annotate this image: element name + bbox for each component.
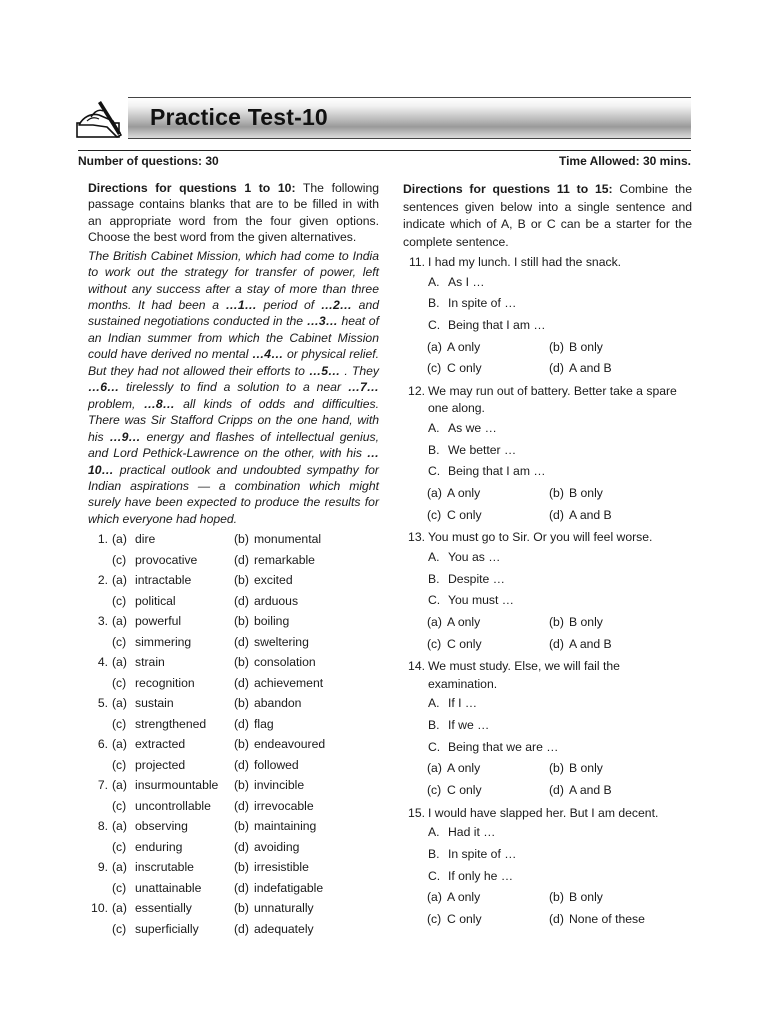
option-text: indefatigable <box>254 880 324 895</box>
passage-text: period of <box>256 297 321 312</box>
option-label: (a) <box>112 819 127 834</box>
passage <box>88 248 379 528</box>
option-label: (c) <box>112 839 127 854</box>
option-label: (b) <box>549 890 564 905</box>
option-text: uncontrollable <box>135 798 211 813</box>
option-text: C only <box>447 361 482 376</box>
question-row <box>88 798 379 819</box>
option-text: irresistible <box>254 860 309 875</box>
starter-text: In spite of … <box>448 296 517 311</box>
question-text: We may run out of battery. Better take a spare one along. <box>428 383 677 416</box>
question-row <box>88 859 379 880</box>
option-label: (d) <box>549 361 564 376</box>
option-label: (d) <box>234 880 249 895</box>
right-column <box>403 181 692 931</box>
option-text: avoiding <box>254 839 300 854</box>
question-stem <box>403 529 692 547</box>
option-text: strengthened <box>135 716 207 731</box>
option-text: followed <box>254 757 299 772</box>
question-row <box>88 818 379 839</box>
option-text: inscrutable <box>135 860 194 875</box>
question-number: 7. <box>97 778 108 793</box>
starter-label: A. <box>428 420 440 435</box>
answer-row <box>403 758 692 780</box>
starter-text: Being that I am … <box>448 317 546 332</box>
passage-text: and sustained negotiations conducted in the <box>88 297 379 329</box>
question-row <box>88 593 379 614</box>
option-text: C only <box>447 507 482 522</box>
blank-marker: …8… <box>143 396 175 411</box>
question-row <box>88 634 379 655</box>
option-label: (a) <box>112 532 127 547</box>
question-row <box>88 777 379 798</box>
answer-row <box>403 505 692 527</box>
question-block <box>403 383 692 526</box>
starter-option <box>403 272 692 294</box>
starter-option <box>403 293 692 315</box>
starter-text: If only he … <box>448 868 514 883</box>
option-text: unnaturally <box>254 901 314 916</box>
option-text: sweltering <box>254 634 309 649</box>
starter-text: As I … <box>448 274 485 289</box>
blank-marker: …10… <box>88 446 379 477</box>
option-label: (c) <box>112 634 127 649</box>
option-label: (c) <box>427 912 442 926</box>
starter-label: C. <box>428 868 441 883</box>
option-label: (b) <box>234 860 249 875</box>
directions-text: The following passage contains blanks that are to be filled in with an appropriate word from the four given options. Choose the best word from the given alternatives. <box>88 181 380 245</box>
question-block <box>403 658 692 801</box>
option-label: (c) <box>112 593 127 608</box>
question-stem <box>403 658 692 693</box>
option-text: C only <box>447 912 482 926</box>
option-label: (c) <box>112 716 127 731</box>
starter-label: A. <box>428 696 440 711</box>
option-text: boiling <box>254 614 290 629</box>
starter-option <box>403 315 692 337</box>
starter-text: Being that I am … <box>448 464 546 479</box>
question-text: You must go to Sir. Or you will feel worse. <box>428 530 653 545</box>
writing-hand-icon <box>73 95 129 141</box>
starter-text: You must … <box>448 593 514 608</box>
option-text: simmering <box>135 634 192 649</box>
option-text: intractable <box>135 573 192 588</box>
option-label: (a) <box>112 573 127 588</box>
answer-row <box>403 612 692 634</box>
question-number: 4. <box>97 655 108 670</box>
option-text: enduring <box>135 839 183 854</box>
starter-option <box>403 440 692 462</box>
option-label: (d) <box>234 593 249 608</box>
starter-label: C. <box>428 317 441 332</box>
option-label: (c) <box>427 636 442 651</box>
starter-label: B. <box>428 442 440 457</box>
option-text: B only <box>569 614 603 629</box>
blank-marker: …2… <box>320 297 352 312</box>
option-label: (a) <box>112 778 127 793</box>
starter-option <box>403 737 692 759</box>
starter-label: A. <box>428 549 440 564</box>
option-text: dire <box>135 532 156 547</box>
option-text: provocative <box>135 552 198 567</box>
passage-text: or physical relief. But they had not allowed their efforts to <box>88 347 379 378</box>
option-label: (a) <box>427 486 442 500</box>
question-number: 13. <box>408 530 425 545</box>
question-row <box>88 695 379 716</box>
option-label: (c) <box>112 552 127 567</box>
option-text: superficially <box>135 921 199 936</box>
question-number: 3. <box>97 614 108 629</box>
answer-row <box>403 337 692 359</box>
starter-text: As we … <box>448 420 497 435</box>
starter-option <box>403 547 692 569</box>
question-text: I had my lunch. I still had the snack. <box>428 255 622 269</box>
question-number: 2. <box>97 573 108 588</box>
starter-option <box>403 822 692 844</box>
directions-text: Combine the sentences given below into a single sentence and indicate which of A, B or C can be a starter for the complete sentence. <box>403 182 692 249</box>
answer-row <box>403 483 692 505</box>
option-label: (b) <box>234 778 249 793</box>
question-number: 5. <box>97 696 108 711</box>
starter-label: B. <box>428 846 440 861</box>
question-stem <box>403 254 692 272</box>
starter-label: C. <box>428 739 441 754</box>
starter-text: If we … <box>448 718 490 732</box>
directions-11-15 <box>403 181 692 251</box>
blank-marker: …4… <box>252 347 284 362</box>
answer-row <box>403 887 692 909</box>
option-text: B only <box>569 761 603 776</box>
question-row <box>88 675 379 696</box>
question-row <box>88 716 379 737</box>
option-label: (c) <box>112 921 127 936</box>
question-row <box>88 531 379 552</box>
question-list-1-10 <box>88 531 379 941</box>
option-text: strain <box>135 655 165 670</box>
title-banner <box>128 97 691 139</box>
blank-marker: …6… <box>88 380 120 395</box>
option-label: (b) <box>234 819 249 834</box>
option-text: maintaining <box>254 819 317 834</box>
option-text: A only <box>447 614 481 629</box>
option-text: A only <box>447 486 481 500</box>
option-label: (d) <box>234 839 249 854</box>
blank-marker: …5… <box>309 363 341 378</box>
option-label: (d) <box>549 507 564 522</box>
page-title: Practice Test-10 <box>150 104 328 130</box>
option-text: None of these <box>569 912 645 926</box>
option-text: monumental <box>254 532 322 547</box>
option-text: C only <box>447 783 482 798</box>
option-label: (d) <box>234 798 249 813</box>
option-text: remarkable <box>254 552 315 567</box>
directions-1-10 <box>88 180 379 246</box>
option-text: B only <box>569 890 603 905</box>
starter-text: We better … <box>448 442 517 457</box>
blank-marker: …7… <box>347 380 379 395</box>
option-label: (a) <box>112 860 127 875</box>
directions-label: Directions for questions 1 to 10: <box>88 181 296 195</box>
starter-text: Being that we are … <box>448 739 559 754</box>
question-row <box>88 654 379 675</box>
blank-marker: …3… <box>306 314 338 329</box>
option-label: (a) <box>112 614 127 629</box>
option-text: C only <box>447 636 482 651</box>
option-label: (b) <box>234 696 249 711</box>
option-label: (c) <box>112 675 127 690</box>
question-row <box>88 552 379 573</box>
passage-text: practical outlook and undoubted sympathy for Indian aspirations — a combination which might surely have been expected to produce the results for which everyone had hoped. <box>88 462 379 526</box>
starter-option <box>403 844 692 866</box>
option-label: (b) <box>549 486 564 500</box>
question-row <box>88 757 379 778</box>
option-text: sustain <box>135 696 174 711</box>
test-meta <box>78 150 691 168</box>
option-label: (a) <box>427 339 442 354</box>
passage-text: . They <box>340 363 379 378</box>
option-text: insurmountable <box>135 778 219 793</box>
passage-text: tirelessly to find a solution to a near <box>119 380 348 395</box>
option-label: (b) <box>234 532 249 547</box>
option-text: A only <box>447 761 481 776</box>
option-text: projected <box>135 757 186 772</box>
option-label: (d) <box>234 634 249 649</box>
option-text: unattainable <box>135 880 202 895</box>
option-text: adequately <box>254 921 314 936</box>
option-text: powerful <box>135 614 182 629</box>
option-label: (a) <box>112 696 127 711</box>
question-number: 9. <box>97 860 108 875</box>
option-text: flag <box>254 716 274 731</box>
option-text: A only <box>447 890 481 905</box>
question-number: 1. <box>97 532 108 547</box>
option-text: extracted <box>135 737 186 752</box>
option-label: (b) <box>234 614 249 629</box>
option-label: (b) <box>549 614 564 629</box>
option-text: invincible <box>254 778 305 793</box>
starter-text: If I … <box>448 696 478 711</box>
option-label: (d) <box>234 757 249 772</box>
blank-marker: …1… <box>225 297 257 312</box>
starter-label: A. <box>428 274 440 289</box>
option-label: (c) <box>427 361 442 376</box>
option-text: recognition <box>135 675 195 690</box>
question-row <box>88 736 379 757</box>
option-text: A only <box>447 339 481 354</box>
starter-label: B. <box>428 571 440 586</box>
question-stem <box>403 383 692 418</box>
option-label: (d) <box>549 783 564 798</box>
option-label: (d) <box>234 921 249 936</box>
question-row <box>88 880 379 901</box>
starter-label: C. <box>428 464 441 479</box>
option-text: B only <box>569 339 603 354</box>
option-label: (b) <box>234 737 249 752</box>
passage-text: energy and flashes of intellectual genius, and Lord Pethick-Lawrence on the other, with his <box>88 429 379 461</box>
question-row <box>88 900 379 921</box>
option-label: (c) <box>112 798 127 813</box>
question-block <box>403 254 692 380</box>
option-text: consolation <box>254 655 316 670</box>
passage-text: The British Cabinet Mission, which had come to India to work out the strategy for transfer of power, left without any success after a stay of more than three months. It had been a <box>88 248 379 312</box>
starter-option <box>403 418 692 440</box>
option-label: (a) <box>427 761 442 776</box>
time-allowed: Time Allowed: 30 mins. <box>558 154 691 168</box>
option-text: achievement <box>254 675 324 690</box>
option-text: political <box>135 593 176 608</box>
question-list-11-15 <box>403 254 692 931</box>
passage-text: problem, <box>88 396 144 411</box>
passage-text: heat of an Indian summer from which the Cabinet Mission could have derived no mental <box>88 314 379 362</box>
starter-label: A. <box>428 825 440 840</box>
option-label: (c) <box>112 757 127 772</box>
option-label: (b) <box>549 339 564 354</box>
question-number: 10. <box>91 901 108 916</box>
option-text: excited <box>254 573 293 588</box>
option-label: (d) <box>234 716 249 731</box>
question-block <box>403 529 692 655</box>
starter-text: In spite of … <box>448 846 517 861</box>
option-text: arduous <box>254 593 299 608</box>
option-label: (b) <box>234 901 249 916</box>
starter-option <box>403 461 692 483</box>
question-row <box>88 921 379 942</box>
answer-row <box>403 634 692 656</box>
option-label: (a) <box>112 901 127 916</box>
option-label: (c) <box>427 507 442 522</box>
option-label: (a) <box>112 737 127 752</box>
option-label: (d) <box>234 675 249 690</box>
question-row <box>88 613 379 634</box>
option-label: (c) <box>427 783 442 798</box>
option-text: observing <box>135 819 188 834</box>
option-text: abandon <box>254 696 302 711</box>
starter-text: You as … <box>448 549 501 564</box>
question-number: 8. <box>97 819 108 834</box>
starter-option <box>403 715 692 737</box>
question-row <box>88 572 379 593</box>
option-label: (a) <box>427 890 442 905</box>
option-text: A and B <box>569 361 612 376</box>
question-row <box>88 839 379 860</box>
starter-text: Had it … <box>448 825 496 840</box>
question-number: 11. <box>408 255 425 269</box>
question-text: We must study. Else, we will fail the examination. <box>428 659 620 691</box>
left-column <box>88 180 379 941</box>
answer-row <box>403 909 692 931</box>
number-of-questions: Number of questions: 30 <box>78 154 219 168</box>
question-number: 14. <box>408 659 425 674</box>
option-text: B only <box>569 486 603 500</box>
answer-row <box>403 358 692 380</box>
starter-option <box>403 590 692 612</box>
option-text: endeavoured <box>254 737 326 752</box>
option-text: A and B <box>569 507 612 522</box>
question-text: I would have slapped her. But I am decent. <box>428 805 659 820</box>
option-label: (c) <box>112 880 127 895</box>
starter-option <box>403 569 692 591</box>
blank-marker: …9… <box>109 429 141 444</box>
option-label: (a) <box>112 655 127 670</box>
option-label: (d) <box>549 912 564 926</box>
starter-option <box>403 693 692 715</box>
question-stem <box>403 805 692 823</box>
starter-text: Despite … <box>448 571 505 586</box>
passage-text: all kinds of odds and difficulties. There was Sir Stafford Cripps on the one hand, with his <box>88 396 379 444</box>
option-text: A and B <box>569 636 612 651</box>
starter-option <box>403 866 692 888</box>
option-label: (a) <box>427 614 442 629</box>
question-number: 12. <box>408 383 425 398</box>
starter-label: C. <box>428 593 441 608</box>
question-number: 6. <box>97 737 108 752</box>
option-text: A and B <box>569 783 612 798</box>
starter-label: B. <box>428 718 440 732</box>
option-label: (b) <box>234 655 249 670</box>
option-label: (d) <box>549 636 564 651</box>
option-text: irrevocable <box>254 798 314 813</box>
option-label: (b) <box>234 573 249 588</box>
question-number: 15. <box>408 805 425 820</box>
question-block <box>403 805 692 931</box>
option-label: (d) <box>234 552 249 567</box>
directions-label: Directions for questions 11 to 15: <box>403 182 613 196</box>
starter-label: B. <box>428 296 440 311</box>
option-label: (b) <box>549 761 564 776</box>
answer-row <box>403 780 692 802</box>
option-text: essentially <box>135 901 192 916</box>
